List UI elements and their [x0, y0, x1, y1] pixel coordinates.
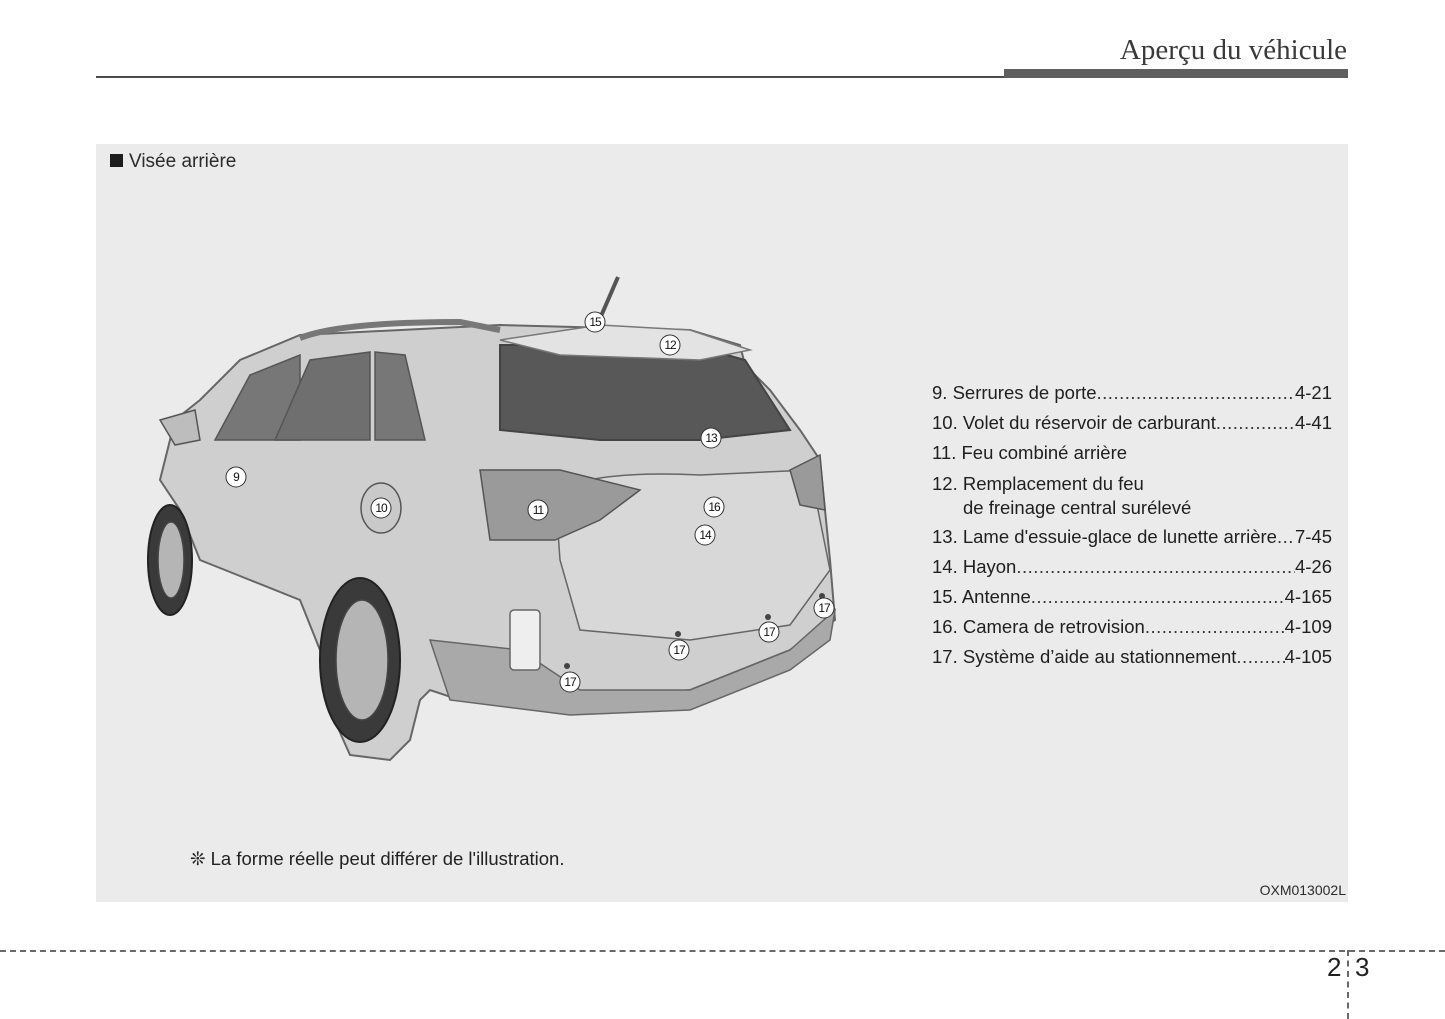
legend-label: 13. Lame d'essuie-glace de lunette arrière — [932, 526, 1277, 547]
legend-label: 10. Volet du réservoir de carburant — [932, 412, 1216, 433]
svg-text:17: 17 — [818, 601, 830, 615]
section-heading-text: Visée arrière — [129, 151, 237, 172]
legend-item — [932, 616, 1332, 646]
svg-text:17: 17 — [564, 675, 576, 689]
svg-text:16: 16 — [708, 500, 720, 514]
callout-16 — [704, 497, 724, 517]
legend-page: 4-26 — [1294, 556, 1332, 577]
legend-label-continued: de freinage central surélevé — [963, 497, 1192, 518]
callout-17-center-left — [669, 640, 689, 660]
legend-item — [932, 556, 1332, 586]
callout-11 — [528, 500, 548, 520]
legend-label: 12. Remplacement du feu — [932, 473, 1144, 494]
svg-text:15: 15 — [589, 315, 601, 329]
callout-14 — [695, 525, 715, 545]
legend-label: 15. Antenne — [932, 586, 1031, 607]
legend-label: 9. Serrures de porte — [932, 382, 1097, 403]
car-drawing — [148, 277, 835, 760]
legend-page: 4-109 — [1284, 616, 1332, 637]
footer-dashed-rule — [0, 950, 1445, 952]
illustration-panel — [96, 144, 1348, 902]
legend-page: 4-165 — [1284, 586, 1332, 607]
legend-item — [932, 586, 1332, 616]
parts-legend — [932, 382, 1332, 676]
legend-page: 4-41 — [1294, 412, 1332, 433]
callout-15 — [585, 312, 605, 332]
section-heading — [110, 151, 236, 173]
legend-page: 7-45 — [1294, 526, 1332, 547]
legend-item — [932, 442, 1332, 472]
page-number: 3 — [1355, 952, 1370, 982]
svg-text:14: 14 — [699, 528, 711, 542]
square-bullet-icon — [110, 154, 123, 167]
footer-dashed-divider — [1347, 950, 1349, 1019]
callout-17-left — [560, 672, 580, 692]
leader-dots — [1277, 526, 1295, 548]
svg-text:13: 13 — [705, 431, 717, 445]
callout-10 — [371, 498, 391, 518]
legend-label: 16. Camera de retrovision — [932, 616, 1145, 637]
leader-dots — [1031, 586, 1285, 608]
leader-dots — [1216, 412, 1295, 434]
callout-12 — [660, 335, 680, 355]
svg-text:9: 9 — [233, 470, 239, 484]
svg-text:17: 17 — [763, 625, 775, 639]
legend-item — [932, 646, 1332, 676]
legend-item — [932, 382, 1332, 412]
svg-text:10: 10 — [375, 501, 387, 515]
vehicle-rear-illustration — [140, 264, 840, 784]
legend-page: 4-105 — [1284, 646, 1332, 667]
figure-code: OXM013002L — [1259, 882, 1346, 898]
leader-dots — [1016, 556, 1295, 578]
page-header-title: Aperçu du véhicule — [1119, 34, 1347, 66]
legend-page: 4-21 — [1294, 382, 1332, 403]
leader-dots — [1097, 382, 1295, 404]
svg-text:11: 11 — [532, 503, 544, 517]
svg-text:17: 17 — [673, 643, 685, 657]
header-rule-accent — [1004, 69, 1348, 78]
callout-13 — [701, 428, 721, 448]
legend-item — [932, 472, 1332, 526]
illustration-disclaimer: ❊ La forme réelle peut différer de l'illustration. — [190, 848, 565, 869]
callout-17-right — [814, 598, 834, 618]
chapter-number: 2 — [1327, 952, 1342, 982]
callout-17-center-right — [759, 622, 779, 642]
legend-item — [932, 526, 1332, 556]
callout-9 — [226, 467, 246, 487]
legend-label: 11. Feu combiné arrière — [932, 442, 1128, 463]
legend-label: 14. Hayon — [932, 556, 1017, 577]
leader-dots — [1145, 616, 1285, 638]
svg-text:12: 12 — [664, 338, 676, 352]
leader-dots — [1236, 646, 1284, 668]
legend-item — [932, 412, 1332, 442]
legend-label: 17. Système d’aide au stationnement — [932, 646, 1237, 667]
